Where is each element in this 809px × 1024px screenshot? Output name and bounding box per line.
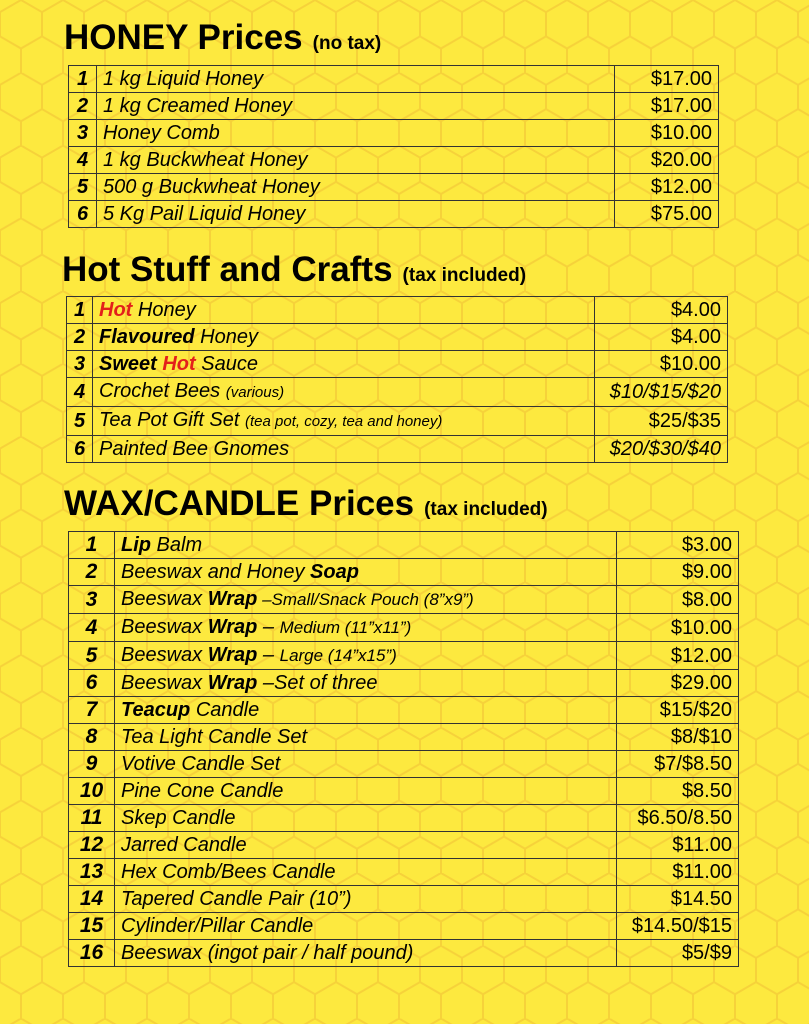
item-price: $7/$8.50 [617, 751, 739, 778]
table-row [69, 120, 719, 147]
item-name: Crochet Bees (various) [93, 378, 595, 407]
row-number: 6 [67, 436, 93, 463]
table-row [69, 93, 719, 120]
table-row [69, 614, 739, 642]
row-number: 3 [67, 351, 93, 378]
item-price: $14.50 [617, 886, 739, 913]
item-name: Hot Honey [93, 297, 595, 324]
item-name: Honey Comb [97, 120, 615, 147]
item-name: 5 Kg Pail Liquid Honey [97, 201, 615, 228]
row-number: 4 [69, 147, 97, 174]
table-row [69, 805, 739, 832]
item-price: $75.00 [615, 201, 719, 228]
item-name: Tea Light Candle Set [115, 724, 617, 751]
item-name: Jarred Candle [115, 832, 617, 859]
item-name: Beeswax and Honey Soap [115, 559, 617, 586]
row-number: 11 [69, 805, 115, 832]
item-price: $6.50/8.50 [617, 805, 739, 832]
row-number: 14 [69, 886, 115, 913]
item-name: Votive Candle Set [115, 751, 617, 778]
row-number: 4 [69, 614, 115, 642]
row-number: 5 [69, 642, 115, 670]
item-name: Painted Bee Gnomes [93, 436, 595, 463]
item-price: $29.00 [617, 670, 739, 697]
row-number: 8 [69, 724, 115, 751]
row-number: 13 [69, 859, 115, 886]
honey-tax-note: (no tax) [312, 33, 382, 54]
table-row [69, 859, 739, 886]
item-price: $14.50/$15 [617, 913, 739, 940]
table-row [67, 378, 728, 407]
item-price: $10/$15/$20 [595, 378, 728, 407]
row-number: 3 [69, 120, 97, 147]
item-name: Flavoured Honey [93, 324, 595, 351]
item-name: Lip Balm [115, 532, 617, 559]
row-number: 3 [69, 586, 115, 614]
row-number: 5 [67, 407, 93, 436]
table-row [69, 201, 719, 228]
table-row [69, 174, 719, 201]
row-number: 1 [69, 66, 97, 93]
wax-candle-tax-note: (tax included) [424, 499, 548, 520]
table-row [67, 351, 728, 378]
item-name: Tapered Candle Pair (10”) [115, 886, 617, 913]
item-price: $8.50 [617, 778, 739, 805]
item-name: Pine Cone Candle [115, 778, 617, 805]
item-price: $8.00 [617, 586, 739, 614]
item-price: $17.00 [615, 93, 719, 120]
item-name: Tea Pot Gift Set (tea pot, cozy, tea and honey) [93, 407, 595, 436]
table-row [67, 324, 728, 351]
row-number: 5 [69, 174, 97, 201]
item-price: $25/$35 [595, 407, 728, 436]
item-price: $4.00 [595, 324, 728, 351]
hot-stuff-tax-note: (tax included) [402, 265, 527, 286]
table-row [69, 642, 739, 670]
table-row [69, 724, 739, 751]
item-name: Beeswax Wrap – Medium (11”x11”) [115, 614, 617, 642]
item-price: $5/$9 [617, 940, 739, 967]
item-price: $15/$20 [617, 697, 739, 724]
row-number: 10 [69, 778, 115, 805]
table-row [69, 670, 739, 697]
table-row [69, 559, 739, 586]
item-name: Sweet Hot Sauce [93, 351, 595, 378]
item-name: Beeswax Wrap – Large (14”x15”) [115, 642, 617, 670]
item-name: 1 kg Creamed Honey [97, 93, 615, 120]
item-name: Beeswax Wrap –Set of three [115, 670, 617, 697]
row-number: 2 [69, 559, 115, 586]
table-row [69, 913, 739, 940]
row-number: 4 [67, 378, 93, 407]
item-name: Beeswax (ingot pair / half pound) [115, 940, 617, 967]
hot-stuff-section-title: Hot Stuff and Crafts (tax included) [62, 250, 527, 289]
table-row [69, 940, 739, 967]
item-name: 500 g Buckwheat Honey [97, 174, 615, 201]
honey-section-title: HONEY Prices (no tax) [64, 18, 382, 57]
table-row [67, 407, 728, 436]
row-number: 16 [69, 940, 115, 967]
item-price: $20/$30/$40 [595, 436, 728, 463]
row-number: 15 [69, 913, 115, 940]
item-price: $3.00 [617, 532, 739, 559]
table-row [69, 66, 719, 93]
row-number: 2 [69, 93, 97, 120]
row-number: 1 [69, 532, 115, 559]
table-row [69, 697, 739, 724]
item-price: $12.00 [617, 642, 739, 670]
item-name: Hex Comb/Bees Candle [115, 859, 617, 886]
item-price: $8/$10 [617, 724, 739, 751]
item-name: 1 kg Buckwheat Honey [97, 147, 615, 174]
item-price: $10.00 [615, 120, 719, 147]
item-price: $11.00 [617, 832, 739, 859]
row-number: 2 [67, 324, 93, 351]
item-price: $4.00 [595, 297, 728, 324]
item-price: $9.00 [617, 559, 739, 586]
table-row [69, 586, 739, 614]
row-number: 9 [69, 751, 115, 778]
row-number: 12 [69, 832, 115, 859]
row-number: 6 [69, 201, 97, 228]
row-number: 1 [67, 297, 93, 324]
row-number: 6 [69, 670, 115, 697]
item-price: $17.00 [615, 66, 719, 93]
item-price: $12.00 [615, 174, 719, 201]
table-row [69, 886, 739, 913]
item-name: Skep Candle [115, 805, 617, 832]
table-row [69, 147, 719, 174]
table-row [69, 751, 739, 778]
item-name: 1 kg Liquid Honey [97, 66, 615, 93]
wax-candle-section-title: WAX/CANDLE Prices (tax included) [64, 484, 548, 523]
table-row [69, 832, 739, 859]
table-row [67, 297, 728, 324]
wax-candle-price-table [68, 531, 739, 967]
table-row [69, 778, 739, 805]
row-number: 7 [69, 697, 115, 724]
table-row [67, 436, 728, 463]
item-name: Cylinder/Pillar Candle [115, 913, 617, 940]
table-row [69, 532, 739, 559]
item-price: $10.00 [617, 614, 739, 642]
hot-stuff-price-table [66, 296, 728, 463]
item-name: Teacup Candle [115, 697, 617, 724]
item-name: Beeswax Wrap –Small/Snack Pouch (8”x9”) [115, 586, 617, 614]
item-price: $11.00 [617, 859, 739, 886]
item-price: $20.00 [615, 147, 719, 174]
honey-price-table [68, 65, 719, 228]
item-price: $10.00 [595, 351, 728, 378]
